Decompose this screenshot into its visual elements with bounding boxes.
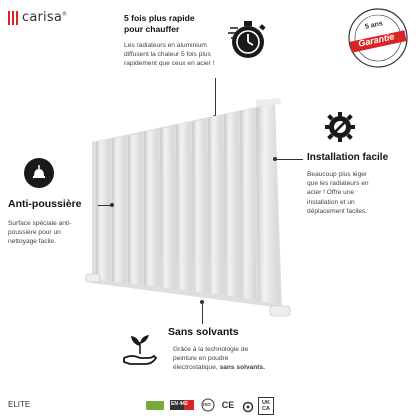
stopwatch-icon <box>226 14 274 67</box>
logo-mark <box>8 11 18 25</box>
plant-hand-icon <box>120 330 160 375</box>
warranty-years: 5 ans <box>364 20 384 31</box>
install-description: Beaucoup plus léger que les radiateurs en acier ! Offre une installation et un déplacement faciles. <box>307 171 369 215</box>
speed-title: 5 fois plus rapide pour chauffer <box>124 13 195 34</box>
registered-mark: ® <box>62 11 68 18</box>
solvent-description: Grâce à la technologie de peinture en poudre électrostatique, sans solvants. <box>173 346 266 372</box>
install-pointer-line <box>275 159 303 160</box>
speed-description: Les radiateurs en aluminium diffusent la chaleur 5 fois plus rapidement que ceux en acier ! <box>124 42 215 68</box>
warranty-badge <box>346 6 410 75</box>
model-name: ELITE <box>8 400 31 409</box>
wrench-gear-icon <box>320 110 360 149</box>
warranty-label: Garantie <box>357 31 396 49</box>
install-pointer-dot <box>273 157 277 161</box>
cert-ce: CE <box>221 400 235 410</box>
brand-logo <box>8 10 67 25</box>
cert-en442: EN 442 <box>170 398 196 412</box>
solvent-pointer-line <box>202 304 203 324</box>
brand-name: carisa <box>22 10 63 25</box>
cert-ukca: UK CA <box>258 397 274 415</box>
eco-label-icon <box>146 401 164 410</box>
dust-title: Anti-poussière <box>8 198 82 210</box>
dust-pointer-dot <box>110 203 114 207</box>
dust-lamp-icon <box>24 158 54 188</box>
install-title: Installation facile <box>307 152 389 163</box>
gear-cert-icon <box>242 400 254 418</box>
radiator-image <box>80 98 292 333</box>
solvent-emphasis: sans solvants. <box>219 364 266 372</box>
cert-iso: ISO <box>200 398 216 412</box>
solvent-title: Sans solvants <box>168 326 239 338</box>
dust-description: Surface spéciale anti- poussière pour un nettoyage facile. <box>8 220 72 246</box>
